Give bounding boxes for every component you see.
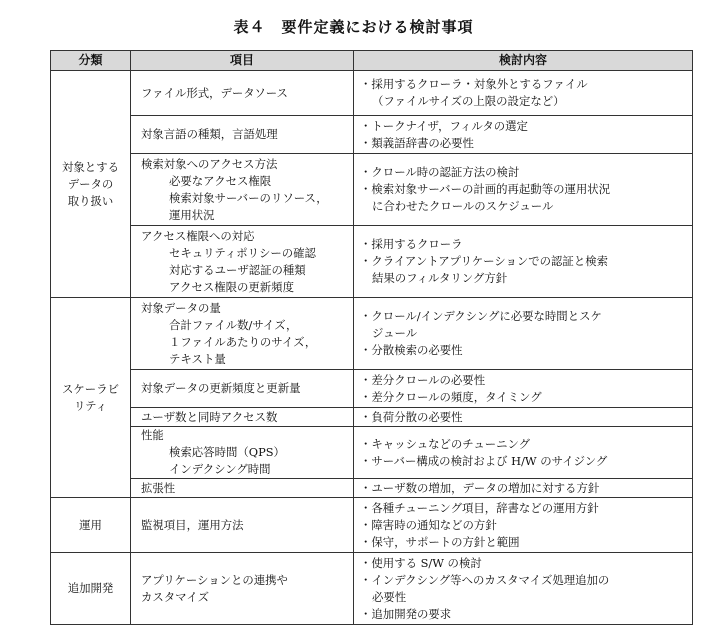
requirements-table xyxy=(50,50,693,625)
table-title: 表４ 要件定義における検討事項 xyxy=(233,18,474,36)
item-cell: 対象データの更新頻度と更新量 xyxy=(131,370,354,408)
item-cell: アプリケーションとの連携や カスタマイズ xyxy=(131,553,354,625)
item-cell: 性能 検索応答時間（QPS） インデクシング時間 xyxy=(131,427,354,479)
details-cell: ・ 差分クロールの必要性 ・ 差分クロールの頻度，タイミング xyxy=(354,370,693,408)
item-cell: 監視項目，運用方法 xyxy=(131,498,354,553)
item-cell: ファイル形式，データソース xyxy=(131,71,354,116)
item-cell: 検索対象へのアクセス方法 必要なアクセス権限 検索対象サーバーのリソース， 運用状況 xyxy=(131,154,354,226)
table-row xyxy=(51,154,693,226)
table-header-row xyxy=(51,51,693,71)
table-row xyxy=(51,71,693,116)
header-details: 検討内容 xyxy=(354,51,693,71)
table-row xyxy=(51,479,693,498)
details-cell: ・ ユーザ数の増加，データの増加に対する方針 xyxy=(354,479,693,498)
item-cell: ユーザ数と同時アクセス数 xyxy=(131,408,354,427)
header-item: 項目 xyxy=(131,51,354,71)
details-cell: ・ 使用する S/W の検討 ・ インデクシング等へのカスタマイズ処理追加の 必要性 ・ 追加開発の要求 xyxy=(354,553,693,625)
table-row xyxy=(51,226,693,298)
details-cell: ・ 各種チューニング項目，辞書などの運用方針 ・ 障害時の通知などの方針 ・ 保守，サポートの方針と範囲 xyxy=(354,498,693,553)
item-cell: 対象言語の種類，言語処理 xyxy=(131,116,354,154)
category-additional-dev: 追加開発 xyxy=(51,553,131,625)
table-row xyxy=(51,298,693,370)
details-cell: ・ 採用するクローラ ・ クライアントアプリケーションでの認証と検索 結果のフィルタリング方針 xyxy=(354,226,693,298)
table-row xyxy=(51,498,693,553)
details-cell: ・ クロール/インデクシングに必要な時間とスケ ジュール ・ 分散検索の必要性 xyxy=(354,298,693,370)
details-cell: ・ 採用するクローラ・対象外とするファイル （ファイルサイズの上限の設定など） xyxy=(354,71,693,116)
item-cell: 拡張性 xyxy=(131,479,354,498)
details-cell: ・ キャッシュなどのチューニング ・ サーバー構成の検討および H/W のサイジング xyxy=(354,427,693,479)
category-data-handling: 対象とする データの 取り扱い xyxy=(51,71,131,298)
table-row xyxy=(51,427,693,479)
details-cell: ・ トークナイザ，フィルタの選定 ・ 類義語辞書の必要性 xyxy=(354,116,693,154)
details-cell: ・ 負荷分散の必要性 xyxy=(354,408,693,427)
item-cell: 対象データの量 合計ファイル数/サイズ， １ファイルあたりのサイズ， テキスト量 xyxy=(131,298,354,370)
details-cell: ・ クロール時の認証方法の検討 ・ 検索対象サーバーの計画的再起動等の運用状況 に合わせたクロールのスケジュール xyxy=(354,154,693,226)
category-operation: 運用 xyxy=(51,498,131,553)
table-row xyxy=(51,553,693,625)
header-category: 分類 xyxy=(51,51,131,71)
category-scalability: スケーラビ リティ xyxy=(51,298,131,498)
item-cell: アクセス権限への対応 セキュリティポリシーの確認 対応するユーザ認証の種類 アクセス権限の更新頻度 xyxy=(131,226,354,298)
table-row xyxy=(51,408,693,427)
table-row xyxy=(51,116,693,154)
table-row xyxy=(51,370,693,408)
